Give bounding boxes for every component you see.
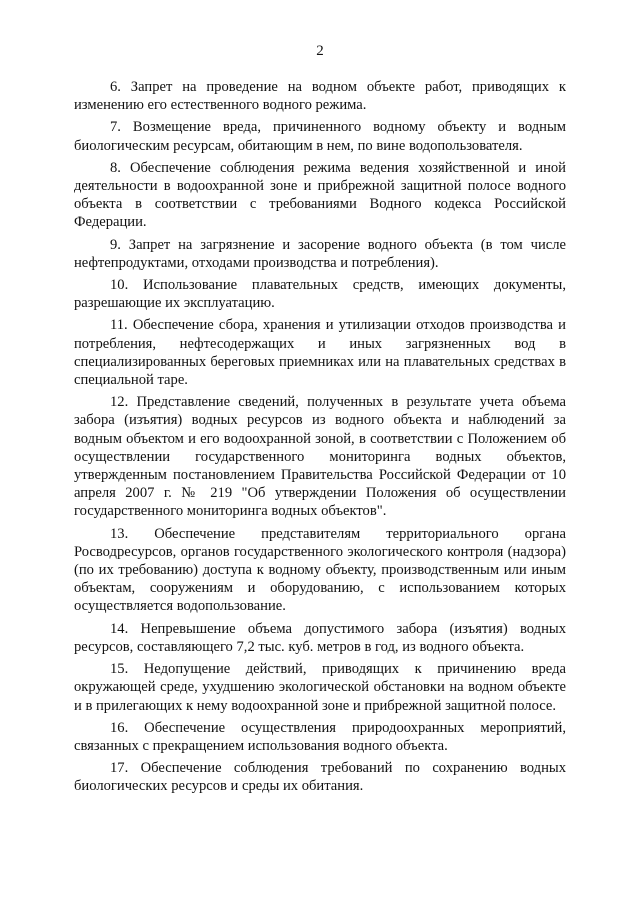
- paragraph-9: 9. Запрет на загрязнение и засорение водного объекта (в том числе нефтепродуктами, отходами производства и потребления).: [74, 236, 566, 271]
- page-number: 2: [316, 43, 324, 59]
- paragraph-13: 13. Обеспечение представителям территориального органа Росводресурсов, органов государственного экологического контроля (надзора) (по их требованию) доступа к водному объекту, производственным или иным объектам, сооружениям и оборудованию, с использованием которых осуществляется водопользование.: [74, 525, 566, 615]
- paragraph-14: 14. Непревышение объема допустимого забора (изъятия) водных ресурсов, составляющего 7,2 тыс. куб. метров в год, из водного объекта.: [74, 620, 566, 655]
- paragraph-12: 12. Представление сведений, полученных в результате учета объема забора (изъятия) водных ресурсов из водного объекта и наблюдений за водным объектом и его водоохранной зоной, в соответствии с Положением об осуществлении государственного мониторинга водных объектов, утвержденным постановлением Правительства Российской Федерации от 10 апреля 2007 г. № 219 "Об утверждении Положения об осуществлении государственного мониторинга водных объектов".: [74, 394, 566, 520]
- paragraph-15: 15. Недопущение действий, приводящих к причинению вреда окружающей среде, ухудшению экологической обстановки на водном объекте и в прилегающих к нему водоохранной зоне и прибрежной защитной полосе.: [74, 661, 566, 714]
- paragraph-11: 11. Обеспечение сбора, хранения и утилизации отходов производства и потребления, нефтесодержащих и иных загрязненных вод в специализированных береговых приемниках или на плавательных средствах в специальной таре.: [74, 317, 566, 389]
- paragraph-17: 17. Обеспечение соблюдения требований по сохранению водных биологических ресурсов и среды их обитания.: [74, 760, 566, 795]
- paragraph-10: 10. Использование плавательных средств, имеющих документы, разрешающие их эксплуатацию.: [74, 277, 566, 312]
- paragraph-8: 8. Обеспечение соблюдения режима ведения хозяйственной и иной деятельности в водоохранной зоне и прибрежной защитной полосе водного объекта в соответствии с требованиями Водного кодекса Российской Федерации.: [74, 159, 566, 231]
- paragraph-6: 6. Запрет на проведение на водном объекте работ, приводящих к изменению его естественного водного режима.: [74, 79, 566, 114]
- paragraph-7: 7. Возмещение вреда, причиненного водному объекту и водным биологическим ресурсам, обитающим в нем, по вине водопользователя.: [74, 119, 566, 154]
- document-body: [74, 78, 566, 800]
- paragraph-16: 16. Обеспечение осуществления природоохранных мероприятий, связанных с прекращением использования водного объекта.: [74, 719, 566, 754]
